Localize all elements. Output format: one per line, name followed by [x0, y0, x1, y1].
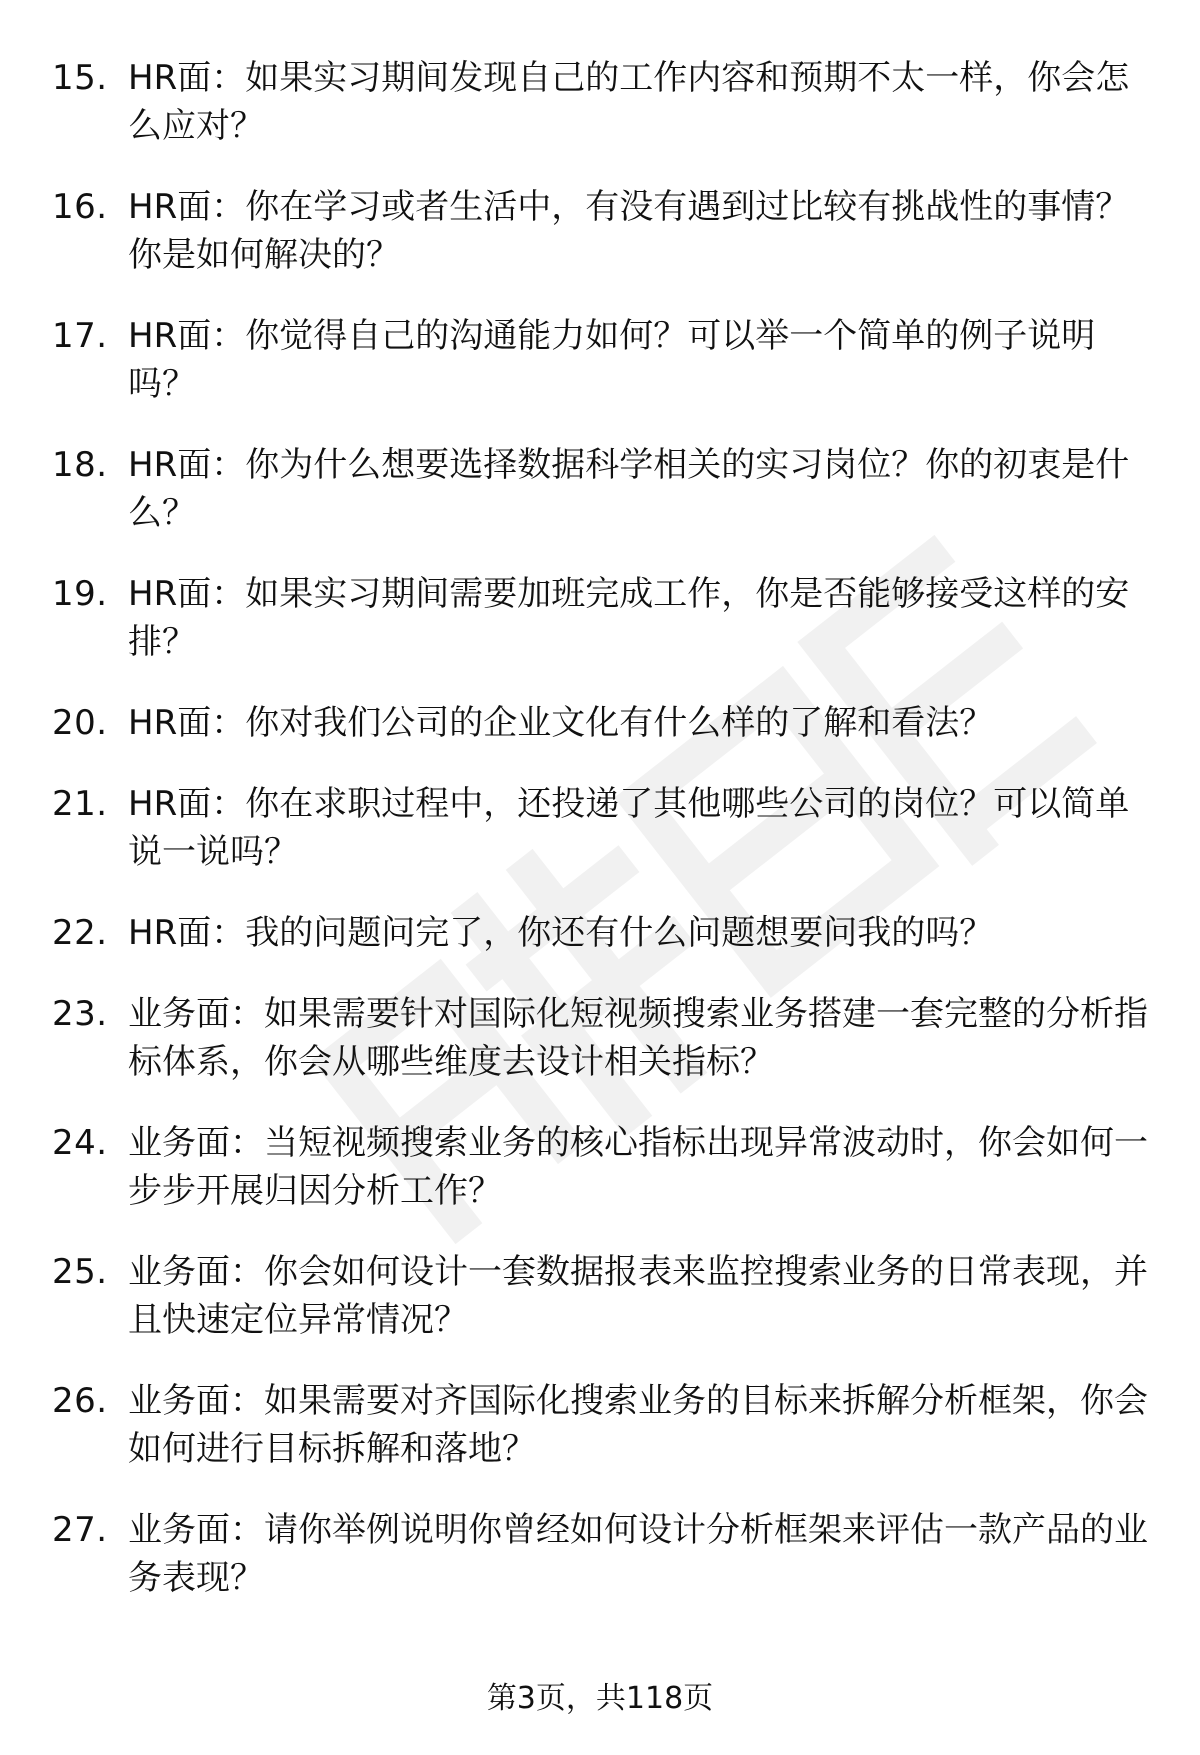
question-text: HR面：我的问题问完了，你还有什么问题想要问我的吗？ [128, 913, 994, 953]
question-number: 23. [52, 994, 108, 1034]
question-item [52, 312, 1162, 408]
question-number: 24. [52, 1123, 108, 1163]
question-item [52, 183, 1162, 279]
question-item [52, 1377, 1162, 1473]
question-item [52, 54, 1162, 150]
question-text: HR面：如果实习期间需要加班完成工作，你是否能够接受这样的安排？ [128, 574, 1130, 662]
question-text: 业务面：如果需要对齐国际化搜索业务的目标来拆解分析框架，你会如何进行目标拆解和落地？ [128, 1381, 1148, 1469]
page-footer: 第3页，共118页 [486, 1681, 714, 1716]
question-text: 业务面：你会如何设计一套数据报表来监控搜索业务的日常表现，并且快速定位异常情况？ [128, 1252, 1148, 1340]
question-text: HR面：你在学习或者生活中，有没有遇到过比较有挑战性的事情？你是如何解决的？ [128, 187, 1130, 275]
question-item [52, 441, 1162, 537]
question-item [52, 1506, 1162, 1602]
question-text: HR面：如果实习期间发现自己的工作内容和预期不太一样，你会怎么应对？ [128, 58, 1130, 146]
question-number: 15. [52, 58, 108, 98]
question-number: 27. [52, 1510, 108, 1550]
question-text: 业务面：当短视频搜索业务的核心指标出现异常波动时，你会如何一步步开展归因分析工作？ [128, 1123, 1148, 1211]
question-text: HR面：你在求职过程中，还投递了其他哪些公司的岗位？可以简单说一说吗？ [128, 784, 1130, 872]
question-item [52, 780, 1162, 876]
question-number: 16. [52, 187, 108, 227]
question-item [52, 699, 1162, 747]
question-text: 业务面：如果需要针对国际化短视频搜索业务搭建一套完整的分析指标体系，你会从哪些维度去设计相关指标？ [128, 994, 1148, 1082]
question-item [52, 1119, 1162, 1215]
question-number: 26. [52, 1381, 108, 1421]
question-list [52, 54, 1162, 1635]
question-item [52, 909, 1162, 957]
question-number: 21. [52, 784, 108, 824]
question-number: 22. [52, 913, 108, 953]
question-number: 19. [52, 574, 108, 614]
question-number: 18. [52, 445, 108, 485]
question-text: 业务面：请你举例说明你曾经如何设计分析框架来评估一款产品的业务表现？ [128, 1510, 1148, 1598]
question-item [52, 570, 1162, 666]
question-text: HR面：你觉得自己的沟通能力如何？可以举一个简单的例子说明吗？ [128, 316, 1096, 404]
question-text: HR面：你对我们公司的企业文化有什么样的了解和看法？ [128, 703, 994, 743]
question-number: 20. [52, 703, 108, 743]
question-item [52, 1248, 1162, 1344]
question-number: 17. [52, 316, 108, 356]
question-item [52, 990, 1162, 1086]
question-number: 25. [52, 1252, 108, 1292]
question-text: HR面：你为什么想要选择数据科学相关的实习岗位？你的初衷是什么？ [128, 445, 1130, 533]
